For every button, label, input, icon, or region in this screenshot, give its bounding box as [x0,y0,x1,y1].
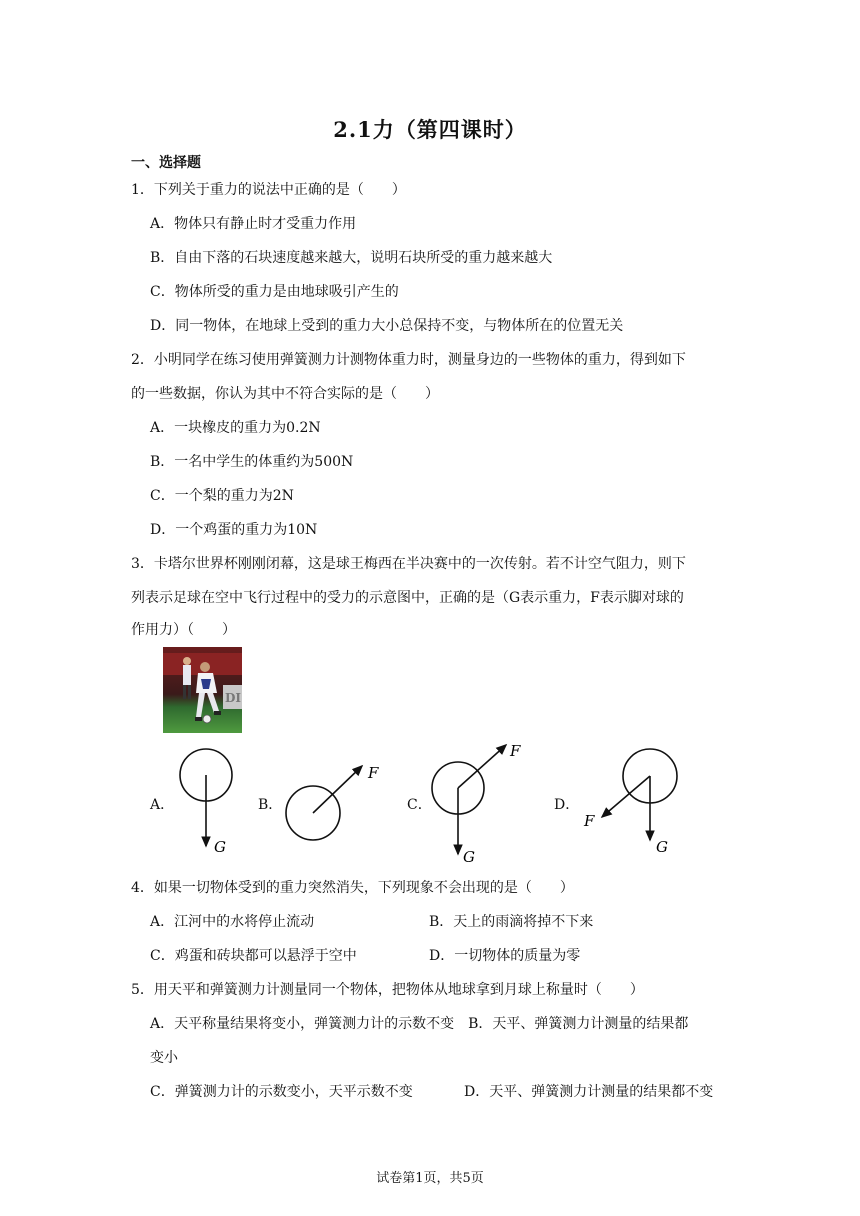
q4-option-c: C．鸡蛋和砖块都可以悬浮于空中 [150,948,357,964]
page-footer: 试卷第1页，共5页 [376,1171,484,1186]
soccer-player-photo [163,647,242,733]
q2-option-b: B．一名中学生的体重约为500N [150,454,354,470]
q2-option-d: D．一个鸡蛋的重力为10N [150,522,318,538]
q4-option-b: B．天上的雨滴将掉不下来 [429,914,594,930]
q1-option-a: A．物体只有静止时才受重力作用 [150,216,357,232]
q3-stem-line3: 作用力）（ ） [131,622,236,638]
q3-option-d-label: D． [554,797,580,813]
q1-option-d: D．同一物体，在地球上受到的重力大小总保持不变，与物体所在的位置无关 [150,318,624,334]
q5-option-c: C．弹簧测力计的示数变小，天平示数不变 [150,1084,413,1100]
q3-option-c-label: C． [407,797,432,813]
q3-diagram-c [428,738,538,868]
q4-option-d: D．一切物体的质量为零 [429,948,581,964]
q3-stem-line1: 3．卡塔尔世界杯刚刚闭幕，这是球王梅西在半决赛中的一次传射。若不计空气阻力，则下 [131,556,686,572]
q3-option-a-label: A． [150,797,175,813]
section-heading: 一、选择题 [131,155,201,171]
page-title: 2.1力（第四课时） [333,117,527,142]
q1-option-b: B．自由下落的石块速度越来越大，说明石块所受的重力越来越大 [150,250,553,266]
q2-stem-line2: 的一些数据，你认为其中不符合实际的是（ ） [131,386,439,402]
q5-option-b-continued: 变小 [150,1050,178,1066]
q2-option-a: A．一块橡皮的重力为0.2N [150,420,321,436]
q2-option-c: C．一个梨的重力为2N [150,488,294,504]
q5-options-ab: A．天平称量结果将变小，弹簧测力计的示数不变 B．天平、弹簧测力计测量的结果都 [150,1016,689,1032]
q4-option-a: A．江河中的水将停止流动 [150,914,315,930]
q3-diagram-b [282,760,392,850]
svg-text:DI: DI [225,691,242,705]
gravity-label: G [214,838,226,856]
q2-stem-line1: 2．小明同学在练习使用弹簧测力计测物体重力时，测量身边的一些物体的重力，得到如下 [131,352,686,368]
gravity-label: G [656,838,668,856]
kick-force-label: F [584,812,595,830]
kick-force-label: F [510,742,521,760]
q1-option-c: C．物体所受的重力是由地球吸引产生的 [150,284,399,300]
gravity-label: G [463,848,475,866]
q3-diagram-a [172,748,242,858]
q5-stem: 5．用天平和弹簧测力计测量同一个物体，把物体从地球拿到月球上称量时（ ） [131,982,644,998]
q1-stem: 1．下列关于重力的说法中正确的是（ ） [131,182,406,198]
q3-diagram-d [578,744,688,862]
q3-option-b-label: B． [258,797,283,813]
kick-force-label: F [368,764,379,782]
q4-stem: 4．如果一切物体受到的重力突然消失，下列现象不会出现的是（ ） [131,880,574,896]
q3-stem-line2: 列表示足球在空中飞行过程中的受力的示意图中，正确的是（G表示重力，F表示脚对球的 [131,590,684,606]
q5-option-d: D．天平、弹簧测力计测量的结果都不变 [464,1084,714,1100]
